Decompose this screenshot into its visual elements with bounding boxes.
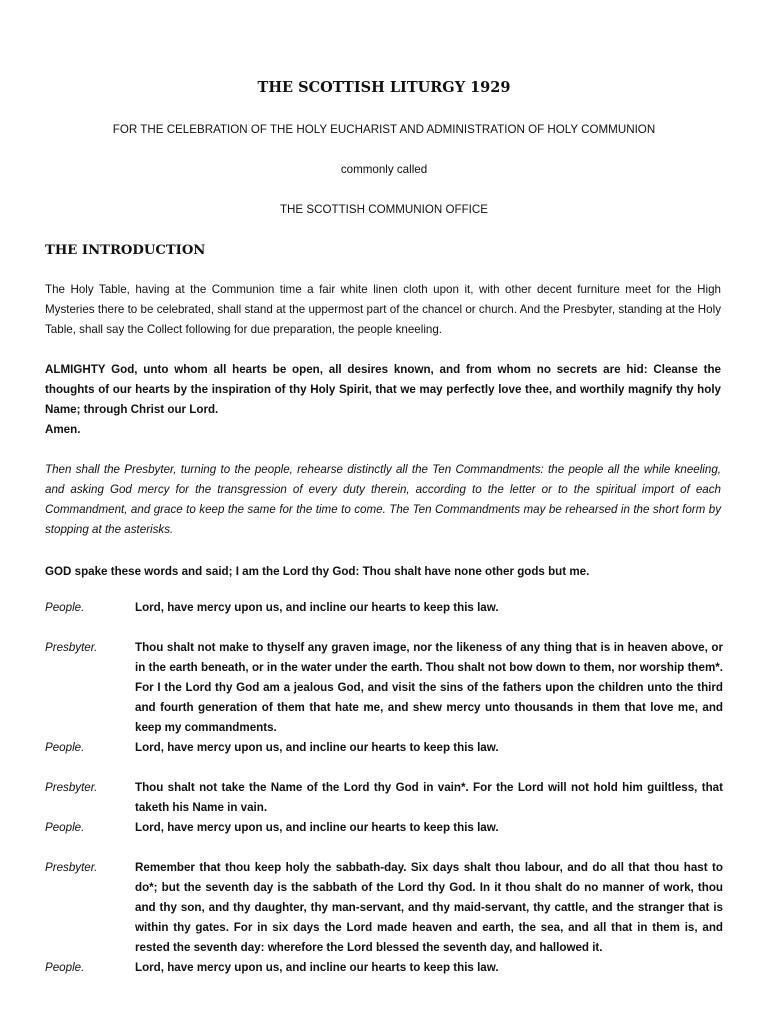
speaker-label: Presbyter. <box>45 861 98 874</box>
commandment-text: Remember that thou keep holy the sabbath-day. Six days shalt thou labour, and do all that thou hast to do*; but the seventh day is the sabbath of the Lord thy God. In it thou shalt do no manner of work, thou and thy son, and thy daughter, thy man-servant, and thy maid-servant, thy cattle, and the stranger that is within thy gates. For in six days the Lord made heaven and earth, the sea, and all that in them is, and rested the seventh day: wherefore the Lord blessed the seventh day, and hallowed it. <box>135 861 723 954</box>
commonly-called-text: commonly called <box>340 163 428 176</box>
section-heading-introduction: THE INTRODUCTION <box>45 243 206 258</box>
response-text: Lord, have mercy upon us, and incline our hearts to keep this law. <box>135 741 499 754</box>
dialogue-row <box>45 958 723 978</box>
dialogue-row <box>45 818 723 838</box>
document-title: THE SCOTTISH LITURGY 1929 <box>257 79 511 96</box>
rubric-paragraph: The Holy Table, having at the Communion time a fair white linen cloth upon it, with other decent furniture meet for the High Mysteries there to be celebrated, shall stand at the uppermost part of the chancel or church. And the Presbyter, standing at the Holy Table, shall say the Collect following for due preparation, the people kneeling. <box>45 283 721 336</box>
document-subtitle: FOR THE CELEBRATION OF THE HOLY EUCHARIST AND ADMINISTRATION OF HOLY COMMUNION <box>112 123 656 136</box>
response-text: Lord, have mercy upon us, and incline our hearts to keep this law. <box>135 601 499 614</box>
dialogue-row <box>45 598 723 618</box>
commandment-text: Thou shalt not take the Name of the Lord thy God in vain*. For the Lord will not hold him guiltless, that taketh his Name in vain. <box>135 781 723 814</box>
dialogue-row <box>45 738 723 758</box>
speaker-label: People. <box>45 821 85 834</box>
rubric-commandments-paragraph: Then shall the Presbyter, turning to the people, rehearse distinctly all the Ten Commandments: the people all the while kneeling, and asking God mercy for the transgression of every duty therein, according to the letter or to the spiritual import of each Commandment, and grace to keep the same for the time to come. The Ten Commandments may be rehearsed in the short form by stopping at the asterisks. <box>45 463 721 536</box>
dialogue-row <box>45 858 723 958</box>
collect-paragraph: ALMIGHTY God, unto whom all hearts be open, all desires known, and from whom no secrets are hid: Cleanse the thoughts of our hearts by the inspiration of thy Holy Spirit, that we may perfectly love thee, and worthily magnify thy holy Name; through Christ our Lord. <box>45 363 721 416</box>
office-name: THE SCOTTISH COMMUNION OFFICE <box>279 203 489 216</box>
speaker-label: People. <box>45 741 85 754</box>
speaker-label: People. <box>45 601 85 614</box>
speaker-label: Presbyter. <box>45 641 98 654</box>
speaker-label: Presbyter. <box>45 781 98 794</box>
dialogue-row <box>45 638 723 738</box>
speaker-label: People. <box>45 961 85 974</box>
response-text: Lord, have mercy upon us, and incline our hearts to keep this law. <box>135 821 499 834</box>
response-text: Lord, have mercy upon us, and incline our hearts to keep this law. <box>135 961 499 974</box>
dialogue-row <box>45 778 723 818</box>
first-commandment: GOD spake these words and said; I am the Lord thy God: Thou shalt have none other gods but me. <box>45 565 590 578</box>
commandment-text: Thou shalt not make to thyself any graven image, nor the likeness of any thing that is in heaven above, or in the earth beneath, or in the water under the earth. Thou shalt not bow down to them, nor worship them*. For I the Lord thy God am a jealous God, and visit the sins of the fathers upon the children unto the third and fourth generation of them that hate me, and shew mercy unto thousands in them that love me, and keep my commandments. <box>135 641 723 734</box>
amen-line: Amen. <box>45 423 81 436</box>
